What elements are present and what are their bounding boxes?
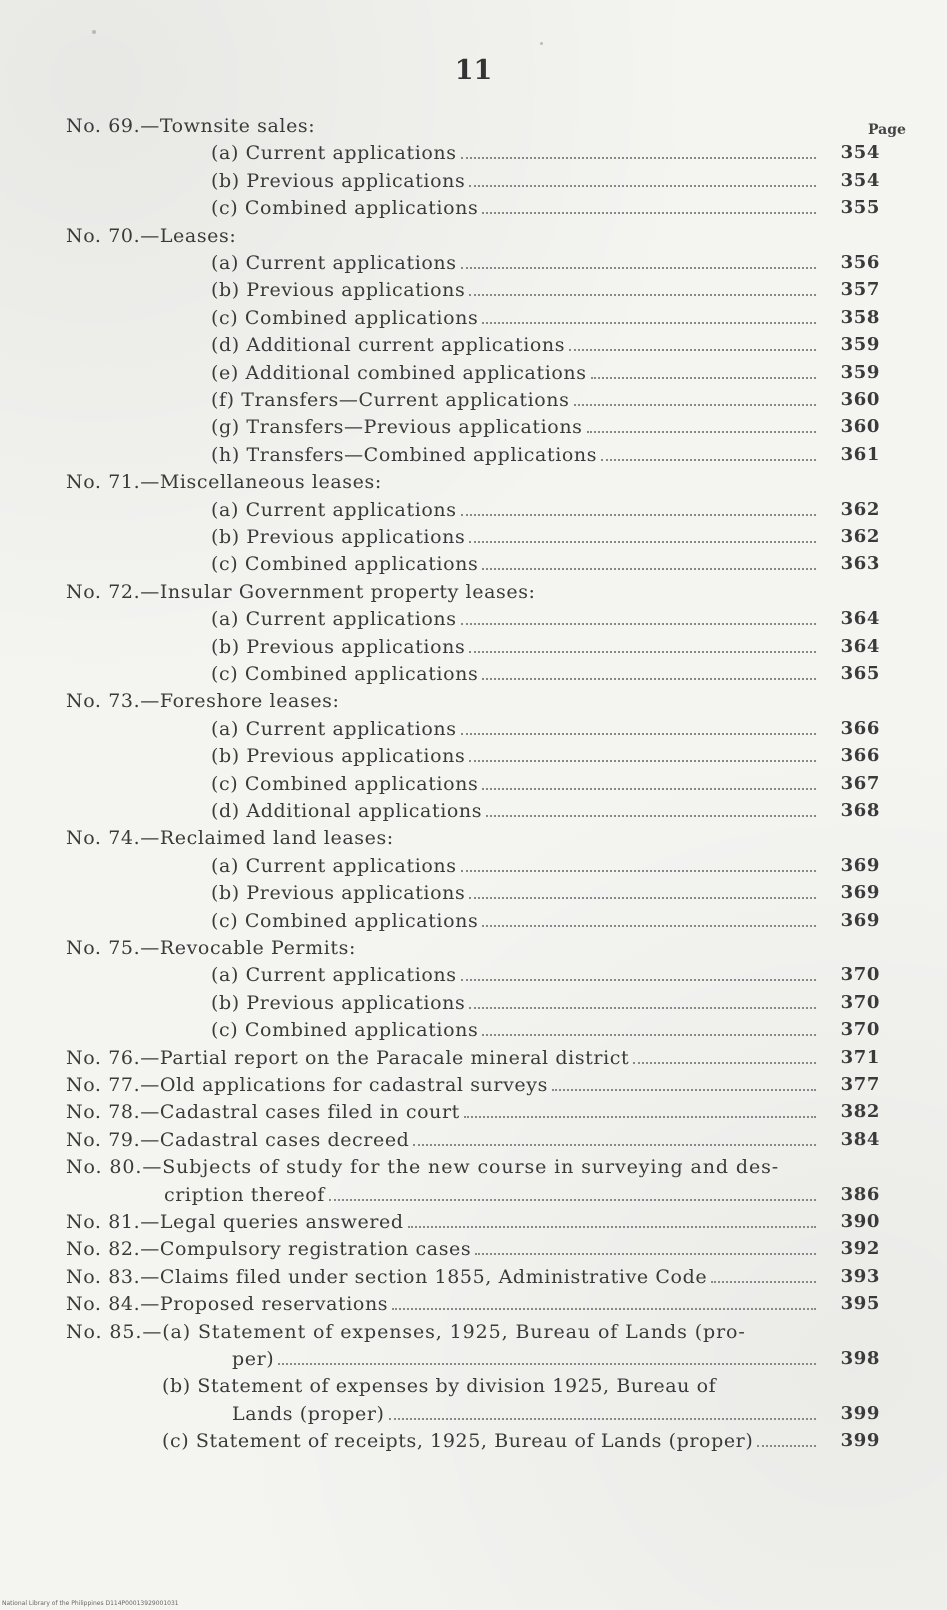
toc-entry (211, 633, 880, 661)
toc-entry-label: (b) Previous applications (211, 526, 466, 548)
toc-line (66, 496, 916, 524)
toc-entry-label: (b) Previous applications (211, 635, 466, 658)
dot-leader (482, 322, 816, 324)
toc-page-number: 399 (840, 1430, 880, 1452)
toc-line (66, 304, 916, 332)
toc-line (66, 139, 916, 167)
toc-page-number: 361 (840, 443, 880, 465)
toc-page-number: 354 (840, 169, 880, 191)
toc-page-number: 357 (840, 279, 880, 301)
dot-leader (475, 1253, 816, 1255)
toc-line (66, 1400, 916, 1428)
toc-line (66, 194, 916, 222)
toc-line (66, 1235, 916, 1263)
dot-leader (461, 623, 816, 625)
scan-speck (92, 30, 96, 34)
dot-leader (552, 1089, 816, 1091)
toc-entry (211, 715, 880, 743)
toc-entry (66, 1263, 880, 1291)
toc-line (66, 824, 916, 852)
toc-section-heading: No. 69.—Townsite sales: (66, 115, 316, 137)
dot-leader (389, 1418, 816, 1420)
toc-entry-label: (a) Current applications (211, 854, 457, 877)
toc-entry-label: (f) Transfers—Current applications (211, 389, 570, 411)
toc-line (66, 1181, 916, 1209)
dot-leader (486, 815, 816, 817)
toc-line (66, 1126, 916, 1154)
toc-entry-label: (c) Statement of receipts, 1925, Bureau of Lands (proper) (162, 1430, 754, 1453)
toc-page-number: 358 (840, 306, 880, 328)
toc-entry-text: (b) Statement of expenses by division 1925, Bureau of (162, 1375, 717, 1398)
dot-leader (469, 185, 816, 187)
toc-entry-text: No. 80.—Subjects of study for the new course in surveying and des- (66, 1156, 780, 1179)
toc-line (66, 1345, 916, 1373)
toc-line (66, 1318, 916, 1346)
toc-entry (211, 989, 880, 1017)
dot-leader (469, 760, 816, 762)
toc-entry-text: No. 85.—(a) Statement of expenses, 1925, Bureau of Lands (pro- (66, 1320, 746, 1343)
toc-page-number: 359 (840, 334, 880, 356)
toc-entry (211, 605, 880, 633)
toc-page-number: 362 (840, 526, 880, 547)
toc-entry (211, 660, 880, 688)
toc-section-heading: No. 70.—Leases: (66, 224, 237, 247)
dot-leader (461, 157, 816, 159)
toc-section-heading: No. 74.—Reclaimed land leases: (66, 827, 394, 850)
toc-line (66, 523, 916, 551)
toc-entry (211, 167, 880, 195)
toc-entry (211, 852, 880, 880)
toc-entry-label: (b) Previous applications (211, 745, 466, 768)
toc-entry-label: (a) Current applications (211, 717, 457, 740)
dot-leader (469, 541, 816, 543)
toc-page-number: 354 (840, 142, 880, 164)
toc-line (66, 276, 916, 304)
toc-entry (211, 496, 880, 524)
toc-section-heading: No. 72.—Insular Government property leases: (66, 580, 536, 603)
toc-entry-label: (c) Combined applications (211, 1019, 479, 1042)
dot-leader (469, 897, 816, 899)
toc-line (66, 715, 916, 743)
dot-leader (329, 1199, 816, 1201)
dot-leader (461, 514, 816, 516)
toc-section-heading: No. 75.—Revocable Permits: (66, 937, 356, 959)
toc-entry-label: (c) Combined applications (211, 663, 479, 685)
toc-page-number: 356 (840, 252, 880, 273)
toc-entry (232, 1400, 880, 1428)
toc-page-number: 399 (840, 1402, 880, 1424)
toc-entry-label: (b) Previous applications (211, 991, 466, 1014)
toc-entry (211, 249, 880, 277)
toc-section-heading: No. 71.—Miscellaneous leases: (66, 471, 382, 494)
toc-line (66, 578, 916, 606)
toc-section-heading: No. 73.—Foreshore leases: (66, 690, 340, 713)
dot-leader (392, 1308, 816, 1310)
dot-leader (757, 1445, 816, 1447)
toc-line (66, 907, 916, 935)
dot-leader (461, 870, 816, 872)
toc-line (66, 550, 916, 578)
toc-entry (211, 961, 880, 989)
footer-credit: National Library of the Philippines D114P00013929001031 (2, 1600, 179, 1607)
toc-entry-label: (a) Current applications (211, 498, 457, 521)
toc-page-number: 366 (840, 717, 880, 739)
toc-page-number: 364 (840, 608, 880, 630)
toc-entry-label: No. 78.—Cadastral cases filed in court (66, 1101, 460, 1124)
toc-entry-label: No. 76.—Partial report on the Paracale mineral district (66, 1046, 630, 1069)
toc-line (66, 879, 916, 907)
toc-page-number: 371 (840, 1046, 880, 1068)
toc-entry (211, 359, 880, 387)
dot-leader (482, 1034, 816, 1036)
dot-leader (461, 979, 816, 981)
toc-entry-label: (a) Current applications (211, 142, 457, 165)
toc-line (66, 797, 916, 825)
dot-leader (591, 377, 816, 379)
toc-page-number: 365 (840, 663, 880, 684)
dot-leader (278, 1363, 816, 1365)
toc-entry (66, 1044, 880, 1072)
toc-entry-label: No. 77.—Old applications for cadastral surveys (66, 1074, 548, 1096)
toc-entry-label: (e) Additional combined applications (211, 361, 587, 384)
toc-line (66, 1016, 916, 1044)
toc-entry (232, 1345, 880, 1373)
dot-leader (469, 294, 816, 296)
toc-line (66, 1071, 916, 1099)
toc-entry-label: No. 82.—Compulsory registration cases (66, 1238, 472, 1261)
toc-entry-label: per) (232, 1348, 275, 1370)
toc-line (66, 687, 916, 715)
dot-leader (601, 459, 816, 461)
toc-page-number: 370 (840, 964, 880, 986)
toc-entry (164, 1181, 880, 1209)
toc-line (66, 1290, 916, 1318)
toc-entry (211, 550, 880, 578)
dot-leader (408, 1226, 816, 1228)
toc-page-number: 366 (840, 745, 880, 767)
toc-line (66, 1098, 916, 1126)
toc-line (66, 605, 916, 633)
dot-leader (461, 267, 816, 269)
toc-page-number: 384 (840, 1128, 880, 1150)
toc-entry (211, 797, 880, 825)
toc-page-number: 359 (840, 361, 880, 383)
toc-line (66, 1263, 916, 1291)
toc-entry-label: (a) Current applications (211, 252, 457, 274)
toc-page-number: 360 (840, 389, 880, 410)
toc-page-number: 398 (840, 1348, 880, 1369)
dot-leader (482, 788, 816, 790)
dot-leader (482, 925, 816, 927)
toc-entry (66, 1126, 880, 1154)
dot-leader (461, 733, 816, 735)
toc-entry-label: Lands (proper) (232, 1402, 385, 1425)
toc-entry-label: (d) Additional applications (211, 800, 483, 822)
toc-line (66, 1153, 916, 1181)
dot-leader (482, 212, 816, 214)
toc-entry-label: (a) Current applications (211, 608, 457, 631)
toc-line (66, 1427, 916, 1455)
toc-line (66, 660, 916, 688)
toc-line (66, 167, 916, 195)
dot-leader (482, 678, 816, 680)
toc-page-number: 369 (840, 909, 880, 931)
toc-entry (211, 304, 880, 332)
toc-line (66, 468, 916, 496)
toc-entry (211, 742, 880, 770)
toc-entry-label: No. 84.—Proposed reservations (66, 1293, 389, 1316)
toc-entry-label: (b) Previous applications (211, 882, 466, 905)
toc-entry-label: (b) Previous applications (211, 279, 466, 302)
toc-page-number: 395 (840, 1293, 880, 1315)
toc-entry (211, 523, 880, 551)
toc-entry (211, 413, 880, 441)
toc-entry (211, 331, 880, 359)
toc-entry-label: (d) Additional current applications (211, 334, 566, 357)
toc-entry-label: No. 79.—Cadastral cases decreed (66, 1128, 410, 1151)
toc-line (66, 989, 916, 1017)
toc-entry-label: (c) Combined applications (211, 772, 479, 795)
dot-leader (574, 404, 817, 406)
page-column-header: Page (868, 122, 906, 138)
toc-entry (211, 441, 880, 469)
dot-leader (469, 1007, 816, 1009)
toc-entry-label: No. 81.—Legal queries answered (66, 1211, 404, 1233)
toc-page-number: 368 (840, 800, 880, 821)
dot-leader (464, 1116, 816, 1118)
toc-entry-label: (g) Transfers—Previous applications (211, 416, 583, 439)
toc-line (66, 852, 916, 880)
toc-line (66, 413, 916, 441)
toc-entry-label: (c) Combined applications (211, 553, 479, 576)
toc-line (66, 742, 916, 770)
toc-page-number: 360 (840, 416, 880, 438)
dot-leader (482, 568, 816, 570)
toc-page-number: 370 (840, 1019, 880, 1041)
toc-page-number: 369 (840, 854, 880, 876)
toc-entry-label: (b) Previous applications (211, 169, 466, 192)
scan-speck (540, 42, 543, 45)
toc-entry-label: (h) Transfers—Combined applications (211, 443, 598, 466)
toc-entry (211, 907, 880, 935)
toc-entry (211, 879, 880, 907)
dot-leader (587, 431, 816, 433)
dot-leader (469, 651, 816, 653)
dot-leader (413, 1144, 816, 1146)
toc-entry (66, 1208, 880, 1236)
toc-entry (162, 1427, 880, 1455)
toc-page-number: 369 (840, 882, 880, 904)
toc-entry-label: No. 83.—Claims filed under section 1855, Administrative Code (66, 1265, 708, 1288)
toc-page-number: 393 (840, 1265, 880, 1287)
toc-page-number: 382 (840, 1101, 880, 1123)
toc-page-number: 367 (840, 772, 880, 794)
toc-line (66, 1044, 916, 1072)
toc-line (66, 633, 916, 661)
toc-entry (66, 1071, 880, 1099)
toc-line (66, 441, 916, 469)
toc-entry (211, 1016, 880, 1044)
toc-entry-label: cription thereof (164, 1183, 325, 1206)
toc-entry (211, 770, 880, 798)
dot-leader (633, 1062, 816, 1064)
toc-line (66, 770, 916, 798)
toc-line (66, 222, 916, 250)
toc-page-number: 355 (840, 197, 880, 219)
toc-entry (211, 276, 880, 304)
toc-page-number: 363 (840, 553, 880, 575)
toc-line (66, 961, 916, 989)
dot-leader (569, 349, 816, 351)
toc-entry (66, 1235, 880, 1263)
page-number: 11 (454, 55, 493, 86)
toc-entry (211, 194, 880, 222)
toc-line (66, 1372, 916, 1400)
toc-entry-label: (a) Current applications (211, 964, 457, 987)
toc-line (66, 386, 916, 414)
toc-line (66, 331, 916, 359)
toc-entry-label: (c) Combined applications (211, 306, 479, 329)
toc-line (66, 359, 916, 387)
toc-line (66, 112, 916, 140)
toc-entry (211, 386, 880, 414)
toc-entry-label: (c) Combined applications (211, 197, 479, 220)
toc-entry (66, 1290, 880, 1318)
toc-entry-label: (c) Combined applications (211, 909, 479, 932)
toc-page-number: 390 (840, 1211, 880, 1232)
toc-entry (211, 139, 880, 167)
toc-page-number: 386 (840, 1183, 880, 1205)
toc-page-number: 364 (840, 635, 880, 657)
dot-leader (711, 1281, 816, 1283)
toc-page-number: 370 (840, 991, 880, 1013)
toc-line (66, 934, 916, 962)
toc-page-number: 377 (840, 1074, 880, 1095)
toc-page-number: 392 (840, 1238, 880, 1260)
toc-line (66, 249, 916, 277)
toc-page-number: 362 (840, 498, 880, 520)
toc-entry (66, 1098, 880, 1126)
toc-line (66, 1208, 916, 1236)
